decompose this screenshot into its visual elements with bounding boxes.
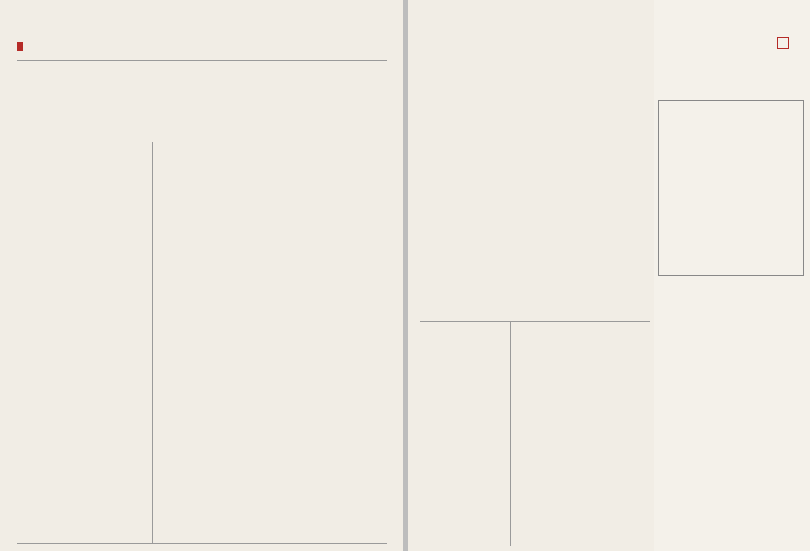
cover-seal [777, 37, 789, 49]
left-page [0, 0, 403, 551]
support-rule [420, 321, 650, 322]
column-divider [152, 142, 153, 544]
footer-rule [17, 543, 387, 544]
cover-drawing [658, 100, 804, 276]
support-divider [510, 321, 511, 546]
cover-drawing-art [659, 101, 804, 276]
masthead-rule [17, 60, 387, 61]
journal-logo-mark [17, 42, 23, 51]
